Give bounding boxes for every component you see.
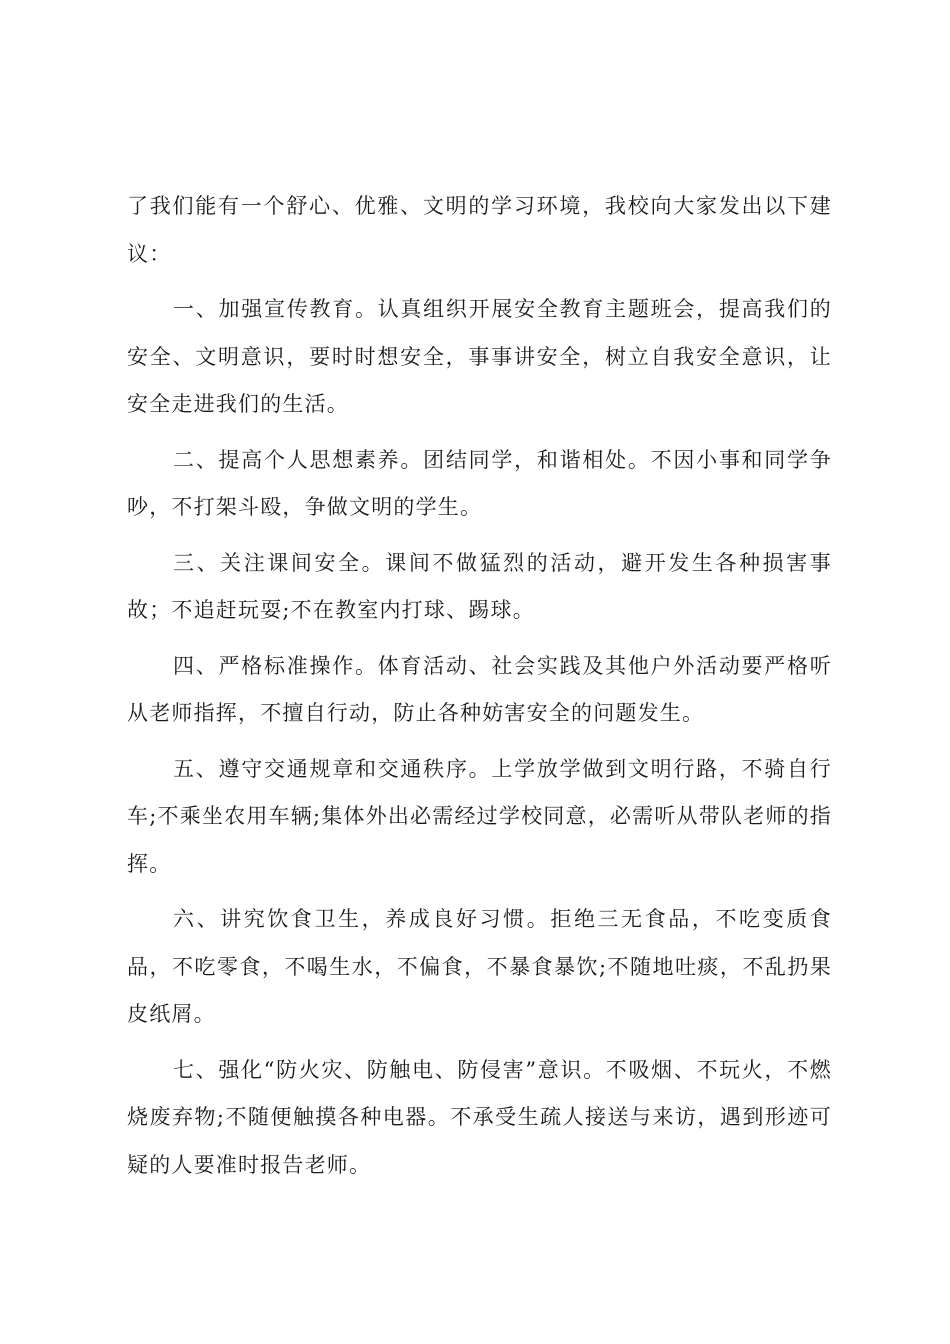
paragraph-item-2: 二、提高个人思想素养。团结同学，和谐相处。不因小事和同学争吵，不打架斗殴，争做文明的学生。 — [127, 447, 832, 519]
paragraph-item-4: 四、严格标准操作。体育活动、社会实践及其他户外活动要严格听从老师指挥，不擅自行动，防止各种妨害安全的问题发生。 — [127, 653, 832, 725]
paragraph-item-6: 六、讲究饮食卫生，养成良好习惯。拒绝三无食品，不吃变质食品，不吃零食，不喝生水，不偏食，不暴食暴饮;不随地吐痰，不乱扔果皮纸屑。 — [127, 907, 832, 1026]
paragraph-item-5: 五、遵守交通规章和交通秩序。上学放学做到文明行路，不骑自行车;不乘坐农用车辆;集体外出必需经过学校同意，必需听从带队老师的指挥。 — [127, 756, 832, 876]
paragraph-item-7: 七、强化“防火灾、防触电、防侵害”意识。不吸烟、不玩火，不燃烧废弃物;不随便触摸各种电器。不承受生疏人接送与来访，遇到形迹可疑的人要准时报告老师。 — [127, 1057, 832, 1177]
document-body — [127, 183, 832, 1197]
paragraph-intro: 了我们能有一个舒心、优雅、文明的学习环境，我校向大家发出以下建议： — [127, 194, 832, 266]
paragraph-item-3: 三、关注课间安全。课间不做猛烈的活动，避开发生各种损害事故；不追赶玩耍;不在教室内打球、踢球。 — [127, 550, 832, 622]
paragraph-item-1: 一、加强宣传教育。认真组织开展安全教育主题班会，提高我们的安全、文明意识，要时时想安全，事事讲安全，树立自我安全意识，让安全走进我们的生活。 — [127, 297, 832, 416]
